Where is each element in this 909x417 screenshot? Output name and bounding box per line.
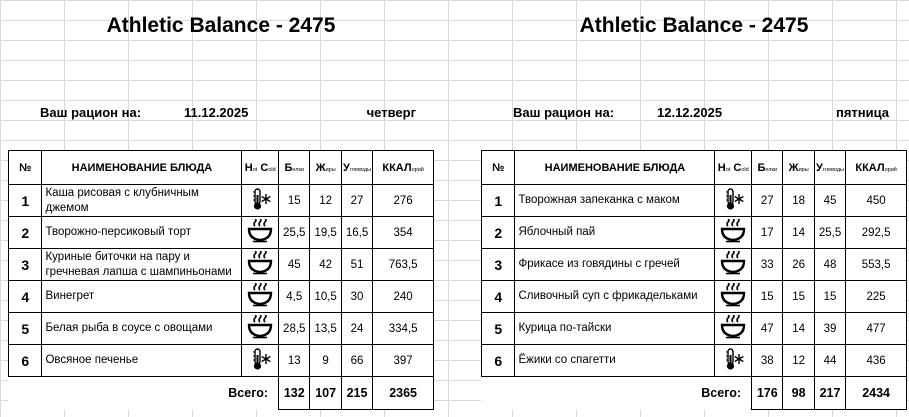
- hot-cold-cell: [715, 185, 752, 217]
- header-fat: Жиры: [310, 151, 341, 185]
- header-protein: Белки: [752, 151, 783, 185]
- hot-cold-cell: [242, 281, 279, 313]
- hot-cold-cell: [242, 185, 279, 217]
- carbs-value: 30: [341, 281, 372, 313]
- carbs-value: 24: [341, 313, 372, 345]
- header-hot-cold: Нot Сold: [715, 151, 752, 185]
- hot-bowl-icon: [720, 315, 746, 339]
- hot-cold-cell: [242, 313, 279, 345]
- table-row: [482, 185, 907, 217]
- fat-value: 19,5: [310, 217, 341, 249]
- kcal-value: 553,5: [846, 249, 907, 281]
- carbs-value: 44: [814, 345, 845, 377]
- protein-value: 33: [752, 249, 783, 281]
- row-number: 6: [9, 345, 42, 377]
- row-number: 6: [482, 345, 515, 377]
- row-number: 2: [482, 217, 515, 249]
- hot-bowl-icon: [247, 315, 273, 339]
- total-carbs: 215: [341, 377, 372, 410]
- carbs-value: 27: [341, 185, 372, 217]
- table-row: [482, 313, 907, 345]
- header-number: №: [9, 151, 42, 185]
- dish-name: Творожно-персиковый торт: [42, 217, 242, 249]
- dish-name: Яблочный пай: [515, 217, 715, 249]
- menu-date: 11.12.2025: [184, 105, 249, 120]
- carbs-value: 39: [814, 313, 845, 345]
- fat-value: 12: [310, 185, 341, 217]
- total-carbs: 217: [814, 377, 845, 410]
- row-number: 3: [9, 249, 42, 281]
- kcal-value: 477: [846, 313, 907, 345]
- kcal-value: 292,5: [846, 217, 907, 249]
- header-carbs: Углеводы: [341, 151, 372, 185]
- date-row: [8, 103, 434, 123]
- protein-value: 15: [752, 281, 783, 313]
- hot-bowl-icon: [247, 219, 273, 243]
- total-label: Всего:: [228, 386, 269, 401]
- total-kcal: 2365: [373, 377, 434, 410]
- carbs-value: 51: [341, 249, 372, 281]
- dish-name: Каша рисовая с клубничным джемом: [42, 185, 242, 217]
- total-row: [482, 377, 907, 410]
- dish-name: Творожная запеканка с маком: [515, 185, 715, 217]
- protein-value: 45: [279, 249, 310, 281]
- header-dish: НАИМЕНОВАНИЕ БЛЮДА: [515, 151, 715, 185]
- plan-title: Athletic Balance - 2475: [579, 14, 809, 37]
- table-row: [9, 249, 434, 281]
- header-fat: Жиры: [783, 151, 814, 185]
- table-row: [482, 249, 907, 281]
- kcal-value: 276: [373, 185, 434, 217]
- header-carbs: Углеводы: [814, 151, 845, 185]
- total-row: [9, 377, 434, 410]
- hot-cold-cell: [715, 345, 752, 377]
- table-row: [9, 281, 434, 313]
- hot-cold-cell: [242, 249, 279, 281]
- dish-name: Овсяное печенье: [42, 345, 242, 377]
- fat-value: 10,5: [310, 281, 341, 313]
- table-row: [9, 185, 434, 217]
- dish-name: Сливочный суп с фрикадельками: [515, 281, 715, 313]
- row-number: 5: [482, 313, 515, 345]
- row-number: 5: [9, 313, 42, 345]
- table-row: [482, 217, 907, 249]
- hot-cold-cell: [715, 249, 752, 281]
- carbs-value: 48: [814, 249, 845, 281]
- fat-value: 13,5: [310, 313, 341, 345]
- dish-name: Фрикасе из говядины с гречей: [515, 249, 715, 281]
- header-hot-cold: Нot Сold: [242, 151, 279, 185]
- total-fat: 107: [310, 377, 341, 410]
- menu-weekday: четверг: [366, 105, 416, 120]
- hot-cold-cell: [242, 217, 279, 249]
- hot-bowl-icon: [247, 283, 273, 307]
- fat-value: 14: [783, 313, 814, 345]
- row-number: 4: [9, 281, 42, 313]
- day-menu-panel: [8, 0, 434, 417]
- kcal-value: 225: [846, 281, 907, 313]
- protein-value: 28,5: [279, 313, 310, 345]
- date-row: [481, 103, 907, 123]
- protein-value: 13: [279, 345, 310, 377]
- total-protein: 132: [279, 377, 310, 410]
- carbs-value: 16,5: [341, 217, 372, 249]
- kcal-value: 397: [373, 345, 434, 377]
- fat-value: 14: [783, 217, 814, 249]
- fat-value: 42: [310, 249, 341, 281]
- menu-date: 12.12.2025: [657, 105, 723, 120]
- hot-cold-cell: [242, 345, 279, 377]
- cold-icon: [720, 187, 746, 211]
- protein-value: 25,5: [279, 217, 310, 249]
- day-menu-panel: [481, 0, 907, 417]
- carbs-value: 45: [814, 185, 845, 217]
- total-label: Всего:: [701, 386, 742, 401]
- table-header: [482, 151, 907, 185]
- row-number: 3: [482, 249, 515, 281]
- ration-label: Ваш рацион на:: [513, 105, 615, 120]
- menu-table: [481, 150, 907, 410]
- hot-bowl-icon: [720, 219, 746, 243]
- table-row: [482, 345, 907, 377]
- row-number: 1: [9, 185, 42, 217]
- header-dish: НАИМЕНОВАНИЕ БЛЮДА: [42, 151, 242, 185]
- table-row: [9, 345, 434, 377]
- header-number: №: [482, 151, 515, 185]
- kcal-value: 763,5: [373, 249, 434, 281]
- dish-name: Ёжики со спагетти: [515, 345, 715, 377]
- protein-value: 15: [279, 185, 310, 217]
- table-row: [9, 217, 434, 249]
- total-protein: 176: [752, 377, 783, 410]
- cold-icon: [247, 347, 273, 371]
- menu-table: [8, 150, 434, 410]
- ration-label: Ваш рацион на:: [40, 105, 142, 120]
- protein-value: 17: [752, 217, 783, 249]
- dish-name: Белая рыба в соусе с овощами: [42, 313, 242, 345]
- kcal-value: 240: [373, 281, 434, 313]
- header-protein: Белки: [279, 151, 310, 185]
- kcal-value: 436: [846, 345, 907, 377]
- kcal-value: 334,5: [373, 313, 434, 345]
- fat-value: 15: [783, 281, 814, 313]
- hot-bowl-icon: [720, 251, 746, 275]
- table-header: [9, 151, 434, 185]
- hot-bowl-icon: [247, 251, 273, 275]
- total-kcal: 2434: [846, 377, 907, 410]
- hot-cold-cell: [715, 217, 752, 249]
- protein-value: 38: [752, 345, 783, 377]
- kcal-value: 450: [846, 185, 907, 217]
- hot-cold-cell: [715, 313, 752, 345]
- cold-icon: [720, 347, 746, 371]
- row-number: 4: [482, 281, 515, 313]
- fat-value: 9: [310, 345, 341, 377]
- header-kcal: ККАЛорий: [846, 151, 907, 185]
- table-row: [9, 313, 434, 345]
- fat-value: 18: [783, 185, 814, 217]
- total-fat: 98: [783, 377, 814, 410]
- row-number: 2: [9, 217, 42, 249]
- carbs-value: 66: [341, 345, 372, 377]
- hot-bowl-icon: [720, 283, 746, 307]
- kcal-value: 354: [373, 217, 434, 249]
- protein-value: 47: [752, 313, 783, 345]
- carbs-value: 25,5: [814, 217, 845, 249]
- row-number: 1: [482, 185, 515, 217]
- protein-value: 4,5: [279, 281, 310, 313]
- dish-name: Винегрет: [42, 281, 242, 313]
- carbs-value: 15: [814, 281, 845, 313]
- dish-name: Курица по-тайски: [515, 313, 715, 345]
- cold-icon: [247, 187, 273, 211]
- plan-title: Athletic Balance - 2475: [106, 14, 336, 37]
- protein-value: 27: [752, 185, 783, 217]
- menu-weekday: пятница: [835, 105, 889, 120]
- fat-value: 12: [783, 345, 814, 377]
- table-row: [482, 281, 907, 313]
- header-kcal: ККАЛорий: [373, 151, 434, 185]
- hot-cold-cell: [715, 281, 752, 313]
- fat-value: 26: [783, 249, 814, 281]
- dish-name: Куриные биточки на пару и гречневая лапша с шампиньонами: [42, 249, 242, 281]
